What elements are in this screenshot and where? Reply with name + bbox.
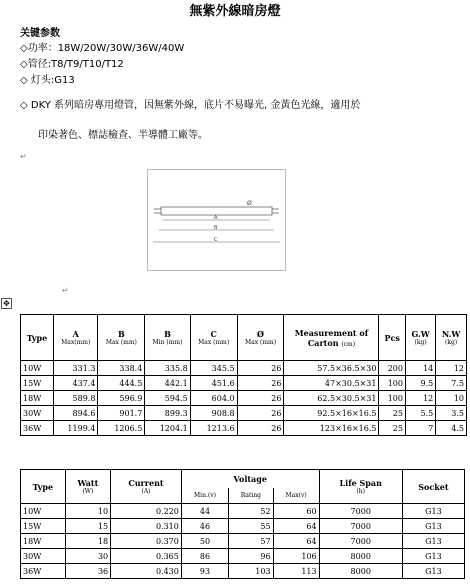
cell-current: 0.365 xyxy=(111,549,182,564)
cell-gw: 7 xyxy=(405,421,435,436)
cell-voltage-min: 46 xyxy=(181,519,228,534)
header-a: A Max(mm) xyxy=(54,315,98,361)
page-title: 無紫外線暗房燈 xyxy=(189,4,281,19)
cell-socket: G13 xyxy=(402,564,464,579)
header-type: Type xyxy=(21,315,54,361)
cell-carton: 47×30.5×31 xyxy=(284,376,379,391)
cell-c: 451.6 xyxy=(190,376,237,391)
header-c: C Max (mm) xyxy=(190,315,237,361)
cell-voltage-min: 50 xyxy=(181,534,228,549)
header-b-min: B Min (mm) xyxy=(145,315,190,361)
cell-voltage-rating: 55 xyxy=(229,519,273,534)
cell-current: 0.370 xyxy=(111,534,182,549)
cell-gw: 5.5 xyxy=(405,406,435,421)
paragraph-mark-2: ↵ xyxy=(62,286,69,295)
cell-voltage-min: 44 xyxy=(181,504,228,519)
dimension-b-label: B xyxy=(214,225,218,231)
cell-socket: G13 xyxy=(402,549,464,564)
cell-nw: 4.5 xyxy=(436,421,467,436)
cell-diameter: 26 xyxy=(237,406,284,421)
header-life-span: Life Span (h) xyxy=(319,470,402,504)
param-base: ◇ 灯头:G13 xyxy=(20,75,75,86)
cell-pcs: 25 xyxy=(379,406,406,421)
table-row xyxy=(21,361,467,376)
cell-diameter: 26 xyxy=(237,376,284,391)
param-tube-diameter: ◇管径:T8/T9/T10/T12 xyxy=(20,59,124,70)
cell-socket: G13 xyxy=(402,519,464,534)
dimension-table xyxy=(20,314,467,436)
params-heading: 关键参数 xyxy=(20,28,60,39)
cell-c: 345.5 xyxy=(190,361,237,376)
cell-diameter: 26 xyxy=(237,391,284,406)
cell-diameter: 26 xyxy=(237,421,284,436)
cell-gw: 14 xyxy=(405,361,435,376)
cell-pcs: 200 xyxy=(379,361,406,376)
cell-carton: 123×16×16.5 xyxy=(284,421,379,436)
cell-type: 36W xyxy=(21,421,54,436)
cell-voltage-rating: 103 xyxy=(229,564,273,579)
header-voltage: Voltage xyxy=(181,470,319,488)
cell-type: 30W xyxy=(21,406,54,421)
cell-nw: 7.5 xyxy=(436,376,467,391)
cell-type: 30W xyxy=(21,549,66,564)
cell-life-span: 8000 xyxy=(319,549,402,564)
header-voltage-rating: Rating xyxy=(229,488,273,504)
cell-gw: 9.5 xyxy=(405,376,435,391)
cell-socket: G13 xyxy=(402,504,464,519)
cell-diameter: 26 xyxy=(237,361,284,376)
lamp-tube xyxy=(161,207,272,215)
lamp-dimension-diagram xyxy=(147,169,286,271)
cell-b-max: 596.9 xyxy=(98,391,145,406)
cell-voltage-max: 60 xyxy=(273,504,319,519)
cell-b-max: 1206.5 xyxy=(98,421,145,436)
cell-b-max: 444.5 xyxy=(98,376,145,391)
header-voltage-max: Max(v) xyxy=(273,488,319,504)
cell-pcs: 25 xyxy=(379,421,406,436)
cell-life-span: 8000 xyxy=(319,564,402,579)
cell-a: 437.4 xyxy=(54,376,98,391)
cell-a: 331.3 xyxy=(54,361,98,376)
cell-c: 908.8 xyxy=(190,406,237,421)
cell-life-span: 7000 xyxy=(319,534,402,549)
header-socket: Socket xyxy=(402,470,464,504)
cell-voltage-max: 106 xyxy=(273,549,319,564)
cell-type: 15W xyxy=(21,376,54,391)
table-row xyxy=(21,504,465,519)
cell-c: 1213.6 xyxy=(190,421,237,436)
cell-socket: G13 xyxy=(402,534,464,549)
paragraph-mark: ↵ xyxy=(20,152,27,161)
cell-voltage-rating: 52 xyxy=(229,504,273,519)
header-nw: N.W (kg) xyxy=(436,315,467,361)
cell-watt: 15 xyxy=(65,519,110,534)
cell-type: 18W xyxy=(21,391,54,406)
description-line-2: 印染著色、標誌檢查、半導體工廠等。 xyxy=(38,130,208,141)
dimension-c-label: C xyxy=(214,237,218,243)
cell-b-min: 594.5 xyxy=(145,391,190,406)
table-anchor-icon[interactable]: ✥ xyxy=(1,298,12,309)
header-pcs: Pcs xyxy=(379,315,406,361)
cell-watt: 10 xyxy=(65,504,110,519)
cell-type: 10W xyxy=(21,361,54,376)
header-b-max: B Max (mm) xyxy=(98,315,145,361)
cell-b-min: 899.3 xyxy=(145,406,190,421)
cell-b-min: 442.1 xyxy=(145,376,190,391)
electrical-table xyxy=(20,469,465,579)
cell-c: 604.0 xyxy=(190,391,237,406)
table-row xyxy=(21,564,465,579)
cell-watt: 30 xyxy=(65,549,110,564)
table-row xyxy=(21,406,467,421)
header-carton: Measurement of Carton (cm) xyxy=(284,315,379,361)
cell-carton: 57.5×36.5×30 xyxy=(284,361,379,376)
dimension-a-label: A xyxy=(214,215,218,221)
dimension-table-header xyxy=(21,315,467,361)
cell-current: 0.220 xyxy=(111,504,182,519)
cell-nw: 10 xyxy=(436,391,467,406)
electrical-table-header xyxy=(21,470,465,488)
cell-current: 0.310 xyxy=(111,519,182,534)
cell-a: 894.6 xyxy=(54,406,98,421)
cell-pcs: 100 xyxy=(379,391,406,406)
table-row xyxy=(21,519,465,534)
cell-voltage-max: 113 xyxy=(273,564,319,579)
cell-pcs: 100 xyxy=(379,376,406,391)
header-watt: Watt (W) xyxy=(65,470,110,504)
cell-voltage-max: 64 xyxy=(273,534,319,549)
cell-gw: 12 xyxy=(405,391,435,406)
header-diameter: Ø Max (mm) xyxy=(237,315,284,361)
cell-carton: 62.5×30.5×31 xyxy=(284,391,379,406)
cell-voltage-rating: 57 xyxy=(229,534,273,549)
table-row xyxy=(21,421,467,436)
cell-b-max: 901.7 xyxy=(98,406,145,421)
header-gw: G.W (kg) xyxy=(405,315,435,361)
cell-voltage-min: 86 xyxy=(181,549,228,564)
cell-type: 18W xyxy=(21,534,66,549)
cell-b-min: 1204.1 xyxy=(145,421,190,436)
table-row xyxy=(21,534,465,549)
cell-type: 36W xyxy=(21,564,66,579)
cell-voltage-min: 93 xyxy=(181,564,228,579)
cell-a: 1199.4 xyxy=(54,421,98,436)
diameter-label: Ø xyxy=(247,200,252,207)
cell-nw: 3.5 xyxy=(436,406,467,421)
cell-type: 15W xyxy=(21,519,66,534)
description-line-1: ◇ DKY 系列暗房專用燈管，因無紫外線，底片不易曝光, 金黃色光線，適用於 xyxy=(20,100,361,111)
cell-type: 10W xyxy=(21,504,66,519)
cell-b-max: 338.4 xyxy=(98,361,145,376)
header-type: Type xyxy=(21,470,66,504)
table-row xyxy=(21,549,465,564)
cell-voltage-rating: 96 xyxy=(229,549,273,564)
cell-nw: 12 xyxy=(436,361,467,376)
cell-life-span: 7000 xyxy=(319,504,402,519)
table-row xyxy=(21,391,467,406)
cell-voltage-max: 64 xyxy=(273,519,319,534)
lamp-drawing xyxy=(148,170,285,270)
table-row xyxy=(21,376,467,391)
cell-carton: 92.5×16×16.5 xyxy=(284,406,379,421)
cell-current: 0.430 xyxy=(111,564,182,579)
cell-a: 589.8 xyxy=(54,391,98,406)
cell-b-min: 335.8 xyxy=(145,361,190,376)
param-power: ◇功率：18W/20W/30W/36W/40W xyxy=(20,43,185,54)
cell-watt: 18 xyxy=(65,534,110,549)
header-current: Current (A) xyxy=(111,470,182,504)
cell-watt: 36 xyxy=(65,564,110,579)
cell-life-span: 7000 xyxy=(319,519,402,534)
header-voltage-min: Min.(v) xyxy=(181,488,228,504)
